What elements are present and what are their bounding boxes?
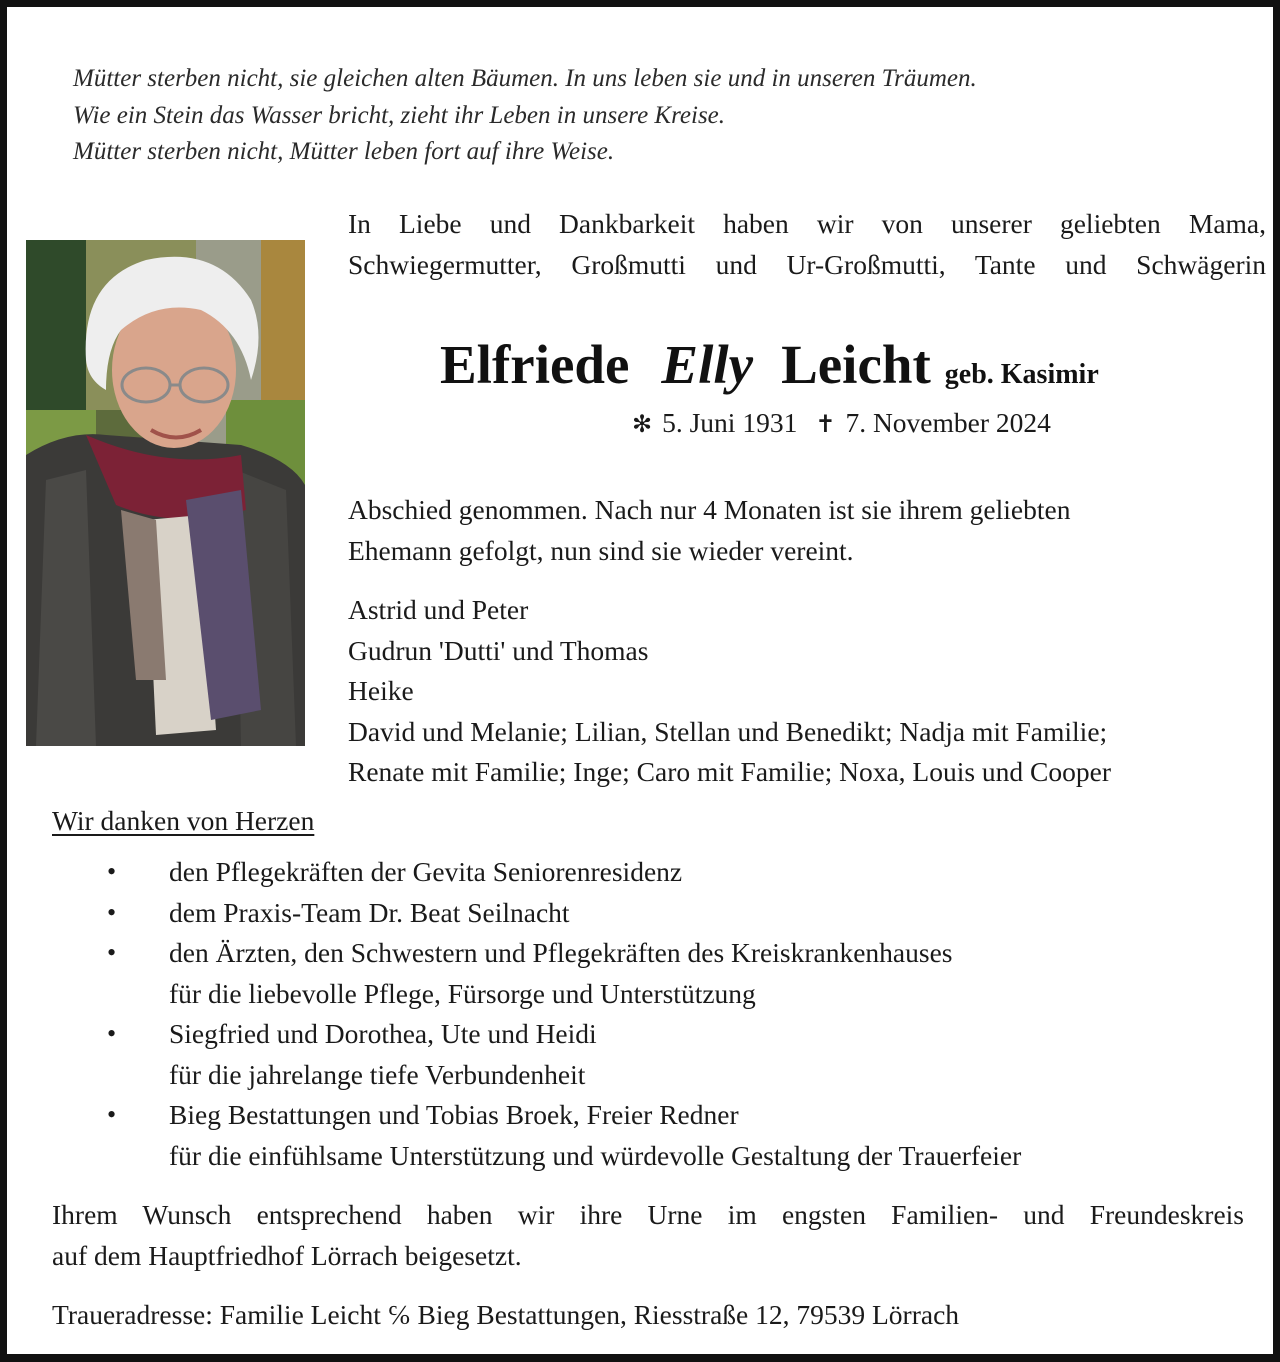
urn-burial-text [52,1194,1244,1276]
bullet-icon: • [107,1019,117,1048]
bullet-icon: • [107,1100,117,1129]
list-item [107,1095,1021,1176]
intro-line: In Liebe und Dankbarkeit haben wir von unserer geliebten Mama, [348,208,1266,239]
intro-line: Schwiegermutter, Großmutti und Ur-Großmutti, Tante und Schwägerin [348,249,1266,280]
list-item [107,852,1021,893]
portrait-illustration [26,240,305,746]
thanks-line: für die liebevolle Pflege, Fürsorge und Unterstützung [169,977,756,1009]
maiden-name: geb. Kasimir [944,359,1099,390]
thanks-line: den Pflegekräften der Gevita Seniorenresidenz [169,856,683,887]
thanks-heading: Wir danken von Herzen [52,805,315,836]
thanks-line: dem Praxis-Team Dr. Beat Seilnacht [169,896,570,928]
farewell-line: Ehemann gefolgt, nun sind sie wieder vereint. [348,535,854,566]
mourning-address: Traueradresse: Familie Leicht ℅ Bieg Bestattungen, Riesstraße 12, 79539 Lörrach [52,1299,960,1330]
thanks-line: den Ärzten, den Schwestern und Pflegekräften des Kreiskrankenhauses [169,937,953,968]
urn-line: auf dem Hauptfriedhof Lörrach beigesetzt. [52,1240,522,1271]
family-line: Gudrun 'Dutti' und Thomas [348,634,649,666]
thanks-line: Siegfried und Dorothea, Ute und Heidi [169,1018,597,1049]
family-line: Astrid und Peter [348,594,529,625]
poem-line: Wie ein Stein das Wasser bricht, zieht ihr Leben in unsere Kreise. [73,101,726,129]
family-line: David und Melanie; Lilian, Stellan und Benedikt; Nadja mit Familie; [348,715,1108,747]
poem [73,61,977,171]
family-signatures [348,590,1111,793]
bullet-icon: • [107,897,117,927]
farewell-text [348,489,1070,571]
nickname: Elly [661,334,754,395]
poem-line: Mütter sterben nicht, sie gleichen alten Bäumen. In uns leben sie und in unseren Träumen. [73,65,977,92]
birth-date: 5. Juni 1931 [662,407,798,438]
farewell-line: Abschied genommen. Nach nur 4 Monaten ist sie ihrem geliebten [348,494,1071,525]
poem-line: Mütter sterben nicht, Mütter leben fort auf ihre Weise. [73,138,615,165]
family-line: Renate mit Familie; Inge; Caro mit Familie; Noxa, Louis und Cooper [348,756,1112,787]
death-cross-icon: ✝ [815,412,836,438]
thanks-list [107,852,1021,1176]
bullet-icon: • [107,857,117,886]
family-line: Heike [348,675,414,706]
last-name: Leicht [781,334,931,395]
thanks-line: Bieg Bestattungen und Tobias Broek, Freier Redner [169,1099,739,1130]
life-dates [632,407,1051,439]
thanks-line: für die einfühlsame Unterstützung und würdevolle Gestaltung der Trauerfeier [169,1139,1022,1171]
birth-star-icon: ✻ [632,412,653,438]
death-date: 7. November 2024 [845,407,1051,438]
list-item [107,1014,1021,1095]
list-item [107,893,1021,934]
urn-line: Ihrem Wunsch entsprechend haben wir ihre Urne im engsten Familien- und Freundeskreis [52,1199,1244,1230]
bullet-icon: • [107,938,117,967]
deceased-name [440,333,1099,396]
thanks-line: für die jahrelange tiefe Verbundenheit [169,1058,586,1090]
intro-text [348,203,1266,285]
list-item [107,933,1021,1014]
portrait-photo [26,240,305,746]
first-name: Elfriede [440,334,630,395]
